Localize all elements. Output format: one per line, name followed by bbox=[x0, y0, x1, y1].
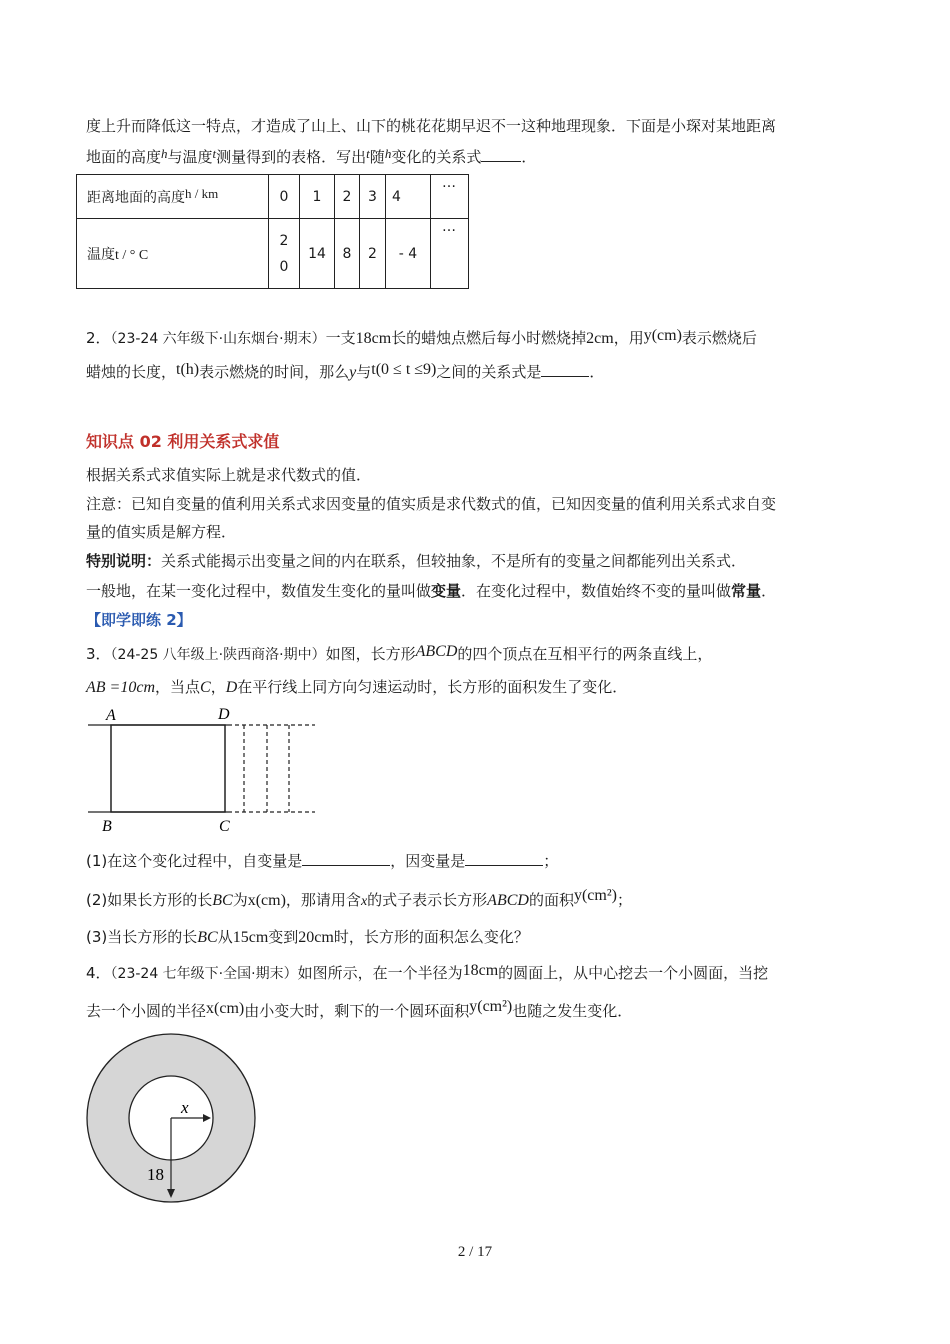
question-number: 4． bbox=[86, 964, 111, 982]
section-p1: 根据关系式求值实际上就是求代数式的值． bbox=[86, 466, 372, 484]
q1-text: 与温度 bbox=[167, 148, 213, 166]
ring-figure bbox=[85, 1032, 260, 1207]
math-y-area: y(cm²) bbox=[573, 887, 617, 904]
row-header-temperature bbox=[77, 219, 269, 289]
q4-line1 bbox=[86, 962, 768, 983]
section-text: ． bbox=[761, 582, 777, 600]
math-c: C bbox=[200, 679, 211, 696]
section-p5 bbox=[86, 580, 776, 601]
q2-text: 表示燃烧后 bbox=[681, 329, 757, 347]
row-label: 温度 bbox=[87, 246, 115, 263]
q3-text: 从 bbox=[217, 928, 233, 946]
section-special bbox=[86, 550, 746, 571]
row-unit: h / km bbox=[185, 186, 219, 201]
rectangle-abcd bbox=[111, 725, 225, 812]
table-cell: 4 bbox=[386, 175, 431, 219]
height-temperature-table bbox=[76, 174, 469, 289]
math-x: x(cm) bbox=[206, 1000, 245, 1017]
section-text: 一般地，在某一变化过程中，数值发生变化的量叫做 bbox=[86, 582, 432, 600]
q1-text: 测量得到的表格．写出 bbox=[216, 148, 367, 166]
table-cell: - 4 bbox=[386, 219, 431, 289]
math-y-area: y(cm²) bbox=[469, 998, 513, 1015]
q2-text: ． bbox=[589, 363, 605, 381]
question-number: 2． bbox=[86, 329, 111, 347]
q3-text: 为 bbox=[232, 891, 248, 909]
q4-line2 bbox=[86, 998, 632, 1021]
section-p3: 量的值实质是解方程． bbox=[86, 523, 237, 541]
q3-sub2 bbox=[86, 887, 632, 910]
var-t: t bbox=[366, 146, 370, 161]
q3-line1 bbox=[86, 643, 712, 664]
q2-text: 长的蜡烛点燃后每小时燃烧掉 bbox=[391, 329, 587, 347]
math-bc: BC bbox=[197, 929, 218, 946]
q2-text: 之间的关系式是 bbox=[436, 363, 542, 381]
table-cell-ellipsis: … bbox=[431, 175, 469, 219]
q4-text: 也随之发生变化． bbox=[512, 1002, 633, 1020]
special-text: 关系式能揭示出变量之间的内在联系，但较抽象，不是所有的变量之间都能列出关系式． bbox=[161, 552, 747, 570]
q3-text: 变到 bbox=[268, 928, 299, 946]
table-cell: 2 bbox=[335, 175, 360, 219]
q3-text: 时，长方形的面积怎么变化？ bbox=[333, 928, 529, 946]
q3-text: (3)当长方形的长 bbox=[86, 928, 198, 946]
label-b: B bbox=[102, 818, 112, 835]
table-cell: 8 bbox=[335, 219, 360, 289]
var-h: h bbox=[384, 146, 392, 161]
row-header-height bbox=[77, 175, 269, 219]
answer-blank[interactable] bbox=[541, 362, 589, 377]
table-cell: 1 bbox=[300, 175, 335, 219]
q3-text: (1)在这个变化过程中，自变量是 bbox=[86, 852, 303, 870]
q3-text: ； bbox=[616, 891, 632, 909]
q3-text: ，那请用含 bbox=[285, 891, 361, 909]
q3-text: 如图，长方形 bbox=[325, 645, 416, 663]
section-text: ．在变化过程中，数值始终不变的量叫做 bbox=[461, 582, 732, 600]
q3-text: 的四个顶点在互相平行的两条直线上， bbox=[457, 645, 713, 663]
q1-line2 bbox=[86, 146, 536, 167]
cell-digit: 2 bbox=[279, 232, 289, 249]
q2-text: 一支 bbox=[325, 329, 356, 347]
label-d: D bbox=[218, 706, 230, 723]
q2-line1 bbox=[86, 327, 757, 348]
q2-text: 与 bbox=[356, 363, 372, 381]
label-a: A bbox=[106, 707, 116, 724]
math-t: t(h) bbox=[176, 361, 200, 378]
term-variable: 变量 bbox=[431, 582, 462, 600]
page-number: 2 / 17 bbox=[457, 1244, 493, 1260]
math-t-range: t(0 ≤ t ≤9) bbox=[371, 361, 437, 378]
answer-blank[interactable] bbox=[481, 147, 521, 162]
table-row bbox=[77, 219, 469, 289]
q2-text: ，用 bbox=[613, 329, 644, 347]
math-rate: 2cm bbox=[586, 330, 614, 347]
q3-sub1 bbox=[86, 850, 558, 871]
table-cell-ellipsis: … bbox=[431, 219, 469, 289]
table-cell: 2 bbox=[360, 219, 386, 289]
answer-blank[interactable] bbox=[302, 851, 390, 866]
q1-text: ． bbox=[521, 148, 537, 166]
term-constant: 常量 bbox=[731, 582, 762, 600]
math-abcd: ABCD bbox=[415, 643, 458, 660]
rectangle-figure bbox=[80, 700, 330, 840]
q1-text: 变化的关系式 bbox=[391, 148, 482, 166]
math-x-var: x bbox=[360, 894, 368, 909]
q2-text: 表示燃烧的时间，那么 bbox=[199, 363, 350, 381]
special-label: 特别说明： bbox=[86, 552, 162, 570]
q2-text: 蜡烛的长度， bbox=[86, 363, 177, 381]
q4-text: 的圆面上，从中心挖去一个小圆面，当挖 bbox=[498, 964, 769, 982]
practice-heading: 【即学即练 2】 bbox=[86, 611, 192, 629]
question-source: （23-24 六年级下·山东烟台·期末） bbox=[110, 331, 326, 347]
math-y-var: y bbox=[349, 364, 357, 381]
var-t: t bbox=[212, 146, 217, 161]
cell-digit: 0 bbox=[279, 258, 289, 275]
q4-text: 去一个小圆的半径 bbox=[86, 1002, 207, 1020]
q3-text: ； bbox=[543, 852, 559, 870]
math-x: x(cm) bbox=[247, 892, 286, 909]
section-title: 知识点 02 利用关系式求值 bbox=[86, 432, 280, 451]
label-18: 18 bbox=[147, 1165, 164, 1184]
q3-sub3 bbox=[86, 926, 529, 947]
q2-line2 bbox=[86, 361, 604, 382]
q4-text: 如图所示，在一个半径为 bbox=[297, 964, 463, 982]
q1-text: 地面的高度 bbox=[86, 148, 162, 166]
math-d: D bbox=[225, 679, 238, 696]
q3-text: ， bbox=[210, 678, 226, 696]
table-cell: 14 bbox=[300, 219, 335, 289]
label-c: C bbox=[219, 818, 230, 835]
q3-line2 bbox=[86, 676, 627, 697]
math-to: 20cm bbox=[298, 929, 334, 946]
q3-text: (2)如果长方形的长 bbox=[86, 891, 213, 909]
q3-text: ，当点 bbox=[155, 678, 201, 696]
question-source: （24-25 八年级上·陕西商洛·期中） bbox=[110, 647, 326, 663]
q3-text: 的面积 bbox=[528, 891, 574, 909]
math-from: 15cm bbox=[232, 929, 269, 946]
math-radius: 18cm bbox=[462, 962, 499, 979]
question-source: （23-24 七年级下·全国·期末） bbox=[110, 966, 298, 982]
var-h: h bbox=[161, 146, 168, 161]
math-length: 18cm bbox=[355, 330, 392, 347]
table-row bbox=[77, 175, 469, 219]
q3-text: 在平行线上同方向匀速运动时，长方形的面积发生了变化． bbox=[237, 678, 628, 696]
table-cell: 0 bbox=[269, 175, 300, 219]
math-abcd: ABCD bbox=[487, 892, 529, 909]
answer-blank[interactable] bbox=[465, 851, 543, 866]
section-p2: 注意：已知自变量的值利用关系式求因变量的值实质是求代数式的值，已知因变量的值利用关系式求自变 bbox=[86, 495, 777, 513]
question-number: 3． bbox=[86, 645, 111, 663]
q1-text: 随 bbox=[369, 148, 385, 166]
q3-text: ，因变量是 bbox=[390, 852, 466, 870]
q4-text: 由小变大时，剩下的一个圆环面积 bbox=[244, 1002, 470, 1020]
q3-text: 的式子表示长方形 bbox=[367, 891, 488, 909]
row-unit: t / ° C bbox=[115, 247, 149, 263]
math-ab: AB =10cm bbox=[86, 679, 155, 696]
label-x: x bbox=[181, 1098, 189, 1117]
q1-line1: 度上升而降低这一特点，才造成了山上、山下的桃花花期早迟不一这种地理现象．下面是小琛对某地距离 bbox=[86, 117, 777, 135]
table-cell: 3 bbox=[360, 175, 386, 219]
math-bc: BC bbox=[212, 892, 233, 909]
row-label: 距离地面的高度 bbox=[87, 190, 185, 206]
table-cell bbox=[269, 219, 300, 289]
math-y: y(cm) bbox=[643, 327, 682, 344]
